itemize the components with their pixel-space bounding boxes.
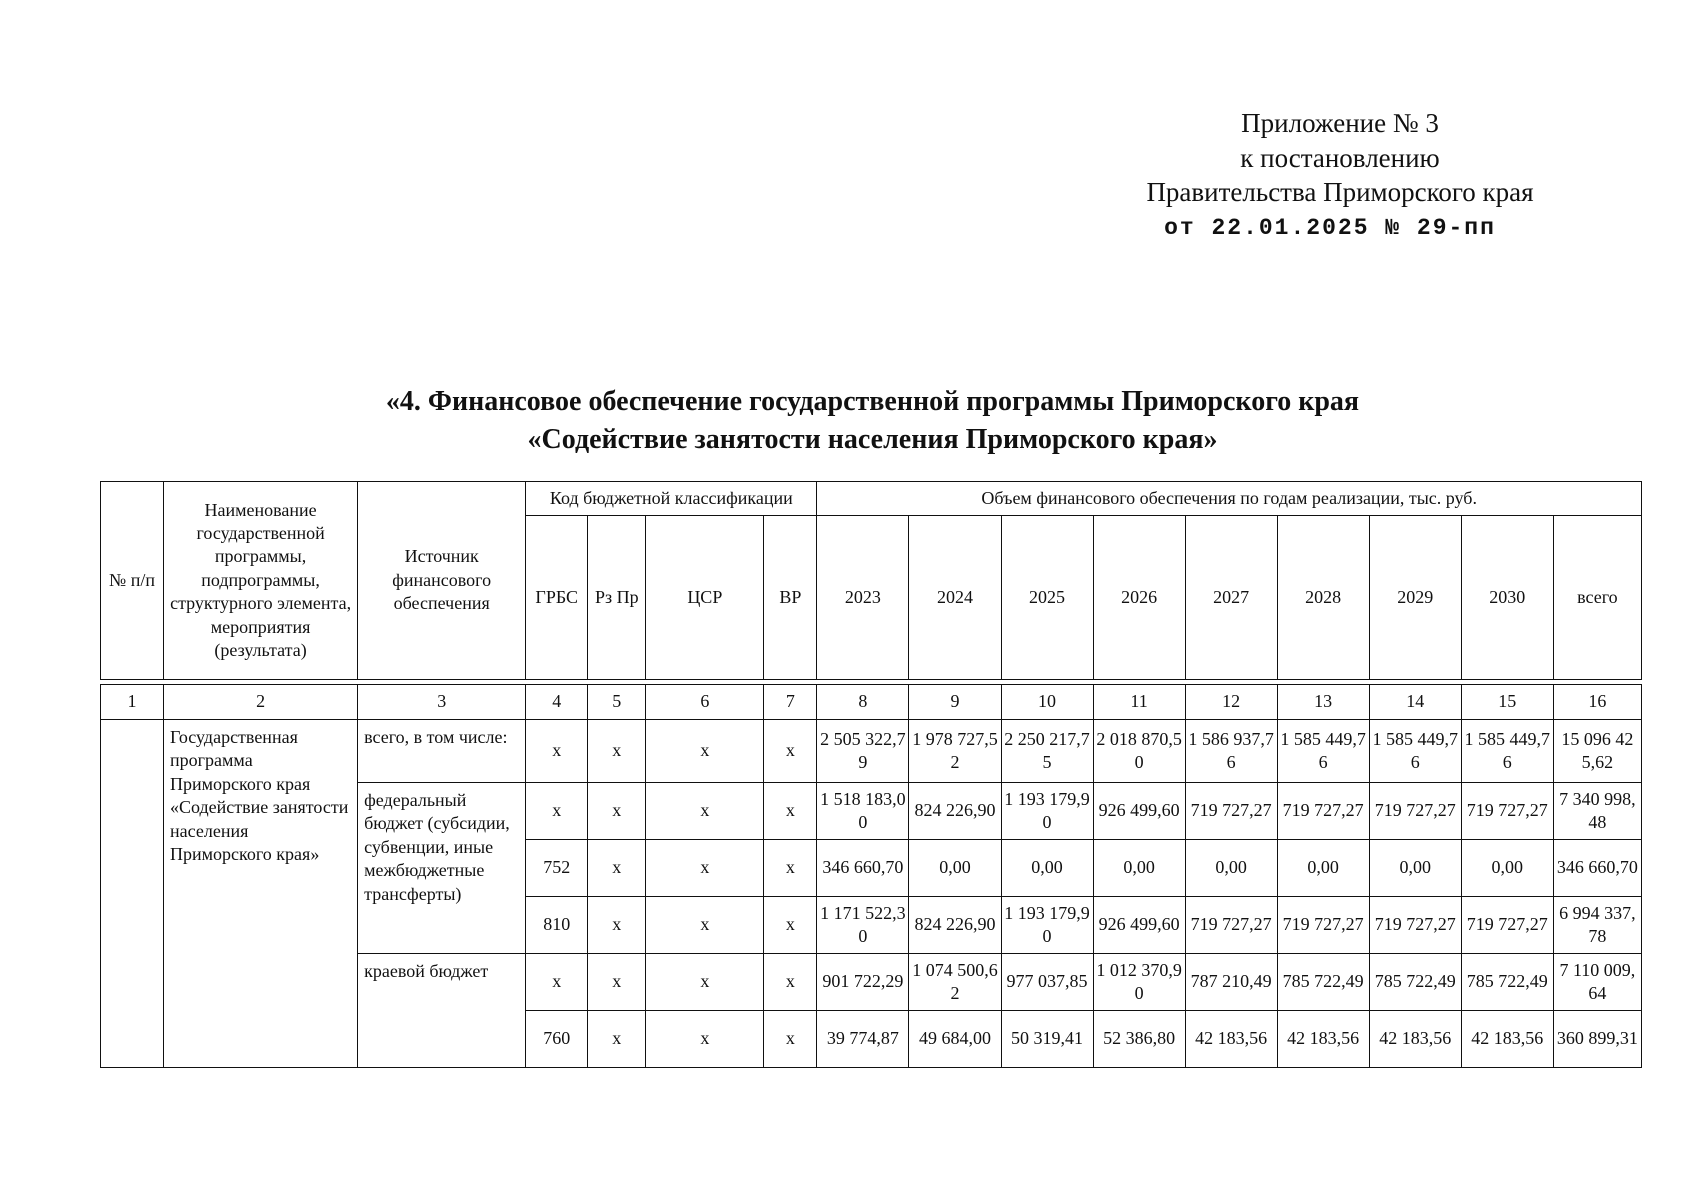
header-volume-group: Объем финансового обеспечения по годам реализации, тыс. руб.	[817, 482, 1642, 516]
total-cell: 6 994 337,78	[1553, 897, 1641, 954]
column-number: 2	[164, 685, 358, 720]
value-cell: 1 074 500,62	[909, 954, 1001, 1011]
appendix-government: Правительства Приморского края	[1146, 177, 1534, 208]
vr-cell: x	[764, 954, 817, 1011]
column-number: 7	[764, 685, 817, 720]
grbs-cell: x	[526, 720, 588, 783]
value-cell: 719 727,27	[1461, 897, 1553, 954]
value-cell: 39 774,87	[817, 1011, 909, 1068]
value-cell: 0,00	[1001, 840, 1093, 897]
value-cell: 0,00	[1461, 840, 1553, 897]
row-number-cell	[101, 720, 164, 1068]
appendix-date-stamp: от 22.01.2025 № 29-пп	[1164, 214, 1496, 241]
value-cell: 719 727,27	[1369, 783, 1461, 840]
value-cell: 42 183,56	[1185, 1011, 1277, 1068]
value-cell: 1 585 449,76	[1369, 720, 1461, 783]
vr-cell: x	[764, 783, 817, 840]
value-cell: 1 585 449,76	[1461, 720, 1553, 783]
rzpr-cell: x	[588, 783, 646, 840]
appendix-to-resolution: к постановлению	[1240, 142, 1440, 173]
value-cell: 1 012 370,90	[1093, 954, 1185, 1011]
csr-cell: x	[646, 954, 764, 1011]
value-cell: 0,00	[909, 840, 1001, 897]
source-federal-cell: федеральный бюджет (субсидии, субвенции, иные межбюджетные трансферты)	[358, 783, 526, 954]
value-cell: 926 499,60	[1093, 897, 1185, 954]
grbs-cell: 810	[526, 897, 588, 954]
appendix-number: Приложение № 3	[1241, 108, 1439, 138]
column-number: 1	[101, 685, 164, 720]
value-cell: 1 585 449,76	[1277, 720, 1369, 783]
header-name: Наименование государственной программы, подпрограммы, структурного элемента, мероприятия (результата)	[164, 482, 358, 680]
column-number: 5	[588, 685, 646, 720]
header-year: 2024	[909, 516, 1001, 680]
value-cell: 1 586 937,76	[1185, 720, 1277, 783]
value-cell: 824 226,90	[909, 897, 1001, 954]
document-title	[0, 383, 1685, 459]
rzpr-cell: x	[588, 897, 646, 954]
value-cell: 787 210,49	[1185, 954, 1277, 1011]
header-year: 2027	[1185, 516, 1277, 680]
appendix-block	[1100, 106, 1580, 243]
column-number: 12	[1185, 685, 1277, 720]
value-cell: 901 722,29	[817, 954, 909, 1011]
value-cell: 1 171 522,30	[817, 897, 909, 954]
value-cell: 977 037,85	[1001, 954, 1093, 1011]
vr-cell: x	[764, 840, 817, 897]
source-all-cell: всего, в том числе:	[358, 720, 526, 783]
column-numbers-row	[101, 685, 1642, 720]
value-cell: 2 250 217,75	[1001, 720, 1093, 783]
program-name-cell: Государственная программа Приморского края «Содействие занятости населения Приморского края»	[164, 720, 358, 1068]
total-cell: 360 899,31	[1553, 1011, 1641, 1068]
grbs-cell: x	[526, 954, 588, 1011]
value-cell: 50 319,41	[1001, 1011, 1093, 1068]
rzpr-cell: x	[588, 1011, 646, 1068]
header-year: 2026	[1093, 516, 1185, 680]
value-cell: 0,00	[1093, 840, 1185, 897]
grbs-cell: 752	[526, 840, 588, 897]
rzpr-cell: x	[588, 720, 646, 783]
value-cell: 52 386,80	[1093, 1011, 1185, 1068]
value-cell: 346 660,70	[817, 840, 909, 897]
value-cell: 719 727,27	[1461, 783, 1553, 840]
value-cell: 1 518 183,00	[817, 783, 909, 840]
column-number: 3	[358, 685, 526, 720]
value-cell: 719 727,27	[1185, 897, 1277, 954]
value-cell: 824 226,90	[909, 783, 1001, 840]
rzpr-cell: x	[588, 840, 646, 897]
value-cell: 42 183,56	[1369, 1011, 1461, 1068]
value-cell: 719 727,27	[1277, 897, 1369, 954]
vr-cell: x	[764, 897, 817, 954]
column-number: 14	[1369, 685, 1461, 720]
csr-cell: x	[646, 840, 764, 897]
table-row	[101, 720, 1642, 783]
vr-cell: x	[764, 720, 817, 783]
csr-cell: x	[646, 783, 764, 840]
rzpr-cell: x	[588, 954, 646, 1011]
column-number: 8	[817, 685, 909, 720]
header-rzpr: Рз Пр	[588, 516, 646, 680]
grbs-cell: x	[526, 783, 588, 840]
grbs-cell: 760	[526, 1011, 588, 1068]
header-grbs: ГРБС	[526, 516, 588, 680]
value-cell: 719 727,27	[1185, 783, 1277, 840]
value-cell: 785 722,49	[1369, 954, 1461, 1011]
header-num: № п/п	[101, 482, 164, 680]
source-regional-cell: краевой бюджет	[358, 954, 526, 1068]
header-vr: ВР	[764, 516, 817, 680]
column-number: 13	[1277, 685, 1369, 720]
column-number: 16	[1553, 685, 1641, 720]
header-year: 2023	[817, 516, 909, 680]
financing-table	[100, 481, 1642, 1068]
value-cell: 926 499,60	[1093, 783, 1185, 840]
total-cell: 346 660,70	[1553, 840, 1641, 897]
value-cell: 0,00	[1277, 840, 1369, 897]
column-number: 9	[909, 685, 1001, 720]
title-line-2: «Содействие занятости населения Приморского края»	[527, 423, 1218, 455]
value-cell: 1 193 179,90	[1001, 783, 1093, 840]
column-number: 10	[1001, 685, 1093, 720]
value-cell: 49 684,00	[909, 1011, 1001, 1068]
header-year: 2028	[1277, 516, 1369, 680]
value-cell: 785 722,49	[1461, 954, 1553, 1011]
value-cell: 0,00	[1185, 840, 1277, 897]
header-kbk-group: Код бюджетной классификации	[526, 482, 817, 516]
column-number: 4	[526, 685, 588, 720]
total-cell: 15 096 425,62	[1553, 720, 1641, 783]
value-cell: 719 727,27	[1277, 783, 1369, 840]
column-number: 6	[646, 685, 764, 720]
column-number: 15	[1461, 685, 1553, 720]
csr-cell: x	[646, 720, 764, 783]
value-cell: 1 978 727,52	[909, 720, 1001, 783]
total-cell: 7 110 009,64	[1553, 954, 1641, 1011]
header-year: 2030	[1461, 516, 1553, 680]
value-cell: 719 727,27	[1369, 897, 1461, 954]
vr-cell: x	[764, 1011, 817, 1068]
value-cell: 785 722,49	[1277, 954, 1369, 1011]
value-cell: 2 505 322,79	[817, 720, 909, 783]
title-line-1: «4. Финансовое обеспечение государственной программы Приморского края	[385, 386, 1360, 417]
value-cell: 2 018 870,50	[1093, 720, 1185, 783]
header-csr: ЦСР	[646, 516, 764, 680]
header-total: всего	[1553, 516, 1641, 680]
csr-cell: x	[646, 897, 764, 954]
value-cell: 42 183,56	[1461, 1011, 1553, 1068]
total-cell: 7 340 998,48	[1553, 783, 1641, 840]
header-year: 2029	[1369, 516, 1461, 680]
header-year: 2025	[1001, 516, 1093, 680]
csr-cell: x	[646, 1011, 764, 1068]
value-cell: 1 193 179,90	[1001, 897, 1093, 954]
value-cell: 0,00	[1369, 840, 1461, 897]
column-number: 11	[1093, 685, 1185, 720]
header-source: Источник финансового обеспечения	[358, 482, 526, 680]
value-cell: 42 183,56	[1277, 1011, 1369, 1068]
